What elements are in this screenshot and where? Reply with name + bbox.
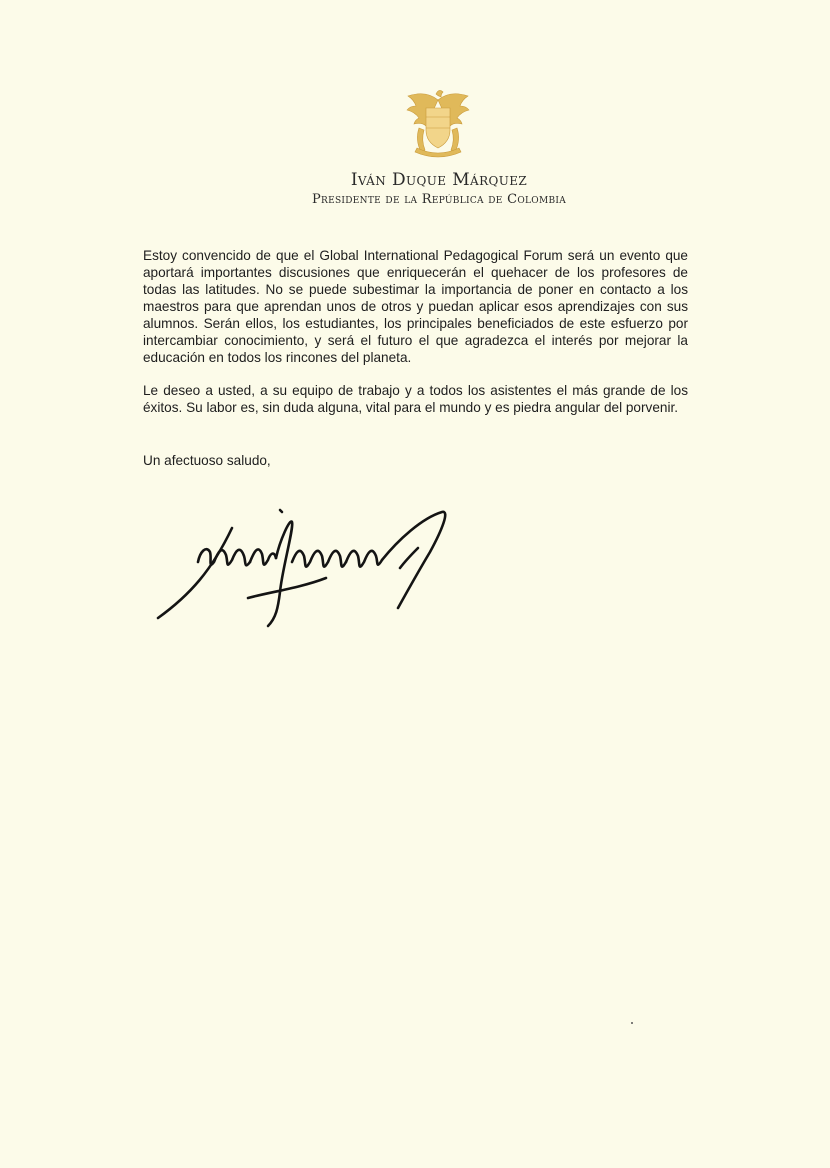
paper-speck [631, 1022, 633, 1024]
letter-paragraph-1: Estoy convencido de que el Global International Pedagogical Forum será un evento que aportará importantes discusiones que enriquecerán el quehacer de los profesores de todas las latitudes. No se puede subestimar la importancia de poner en contacto a los maestros para que aprendan unos de otros y puedan aplicar esos aprendizajes con sus alumnos. Serán ellos, los estudiantes, los principales beneficiados de este esfuerzo por intercambiar conocimiento, y será el futuro el que agradezca el interés por mejorar la educación en todos los rincones del planeta. [143, 248, 688, 365]
sender-name: Iván Duque Márquez [350, 170, 528, 190]
letter-paragraph-2: Le deseo a usted, a su equipo de trabajo y a todos los asistentes el más grande de los éxitos. Su labor es, sin duda alguna, vital para el mundo y es piedra angular del porvenir. [143, 383, 688, 415]
coat-of-arms-icon [405, 88, 471, 160]
sender-title: Presidente de la República de Colombia [311, 192, 567, 207]
signature-image [150, 500, 460, 635]
letter-closing: Un afectuoso saludo, [143, 453, 271, 468]
